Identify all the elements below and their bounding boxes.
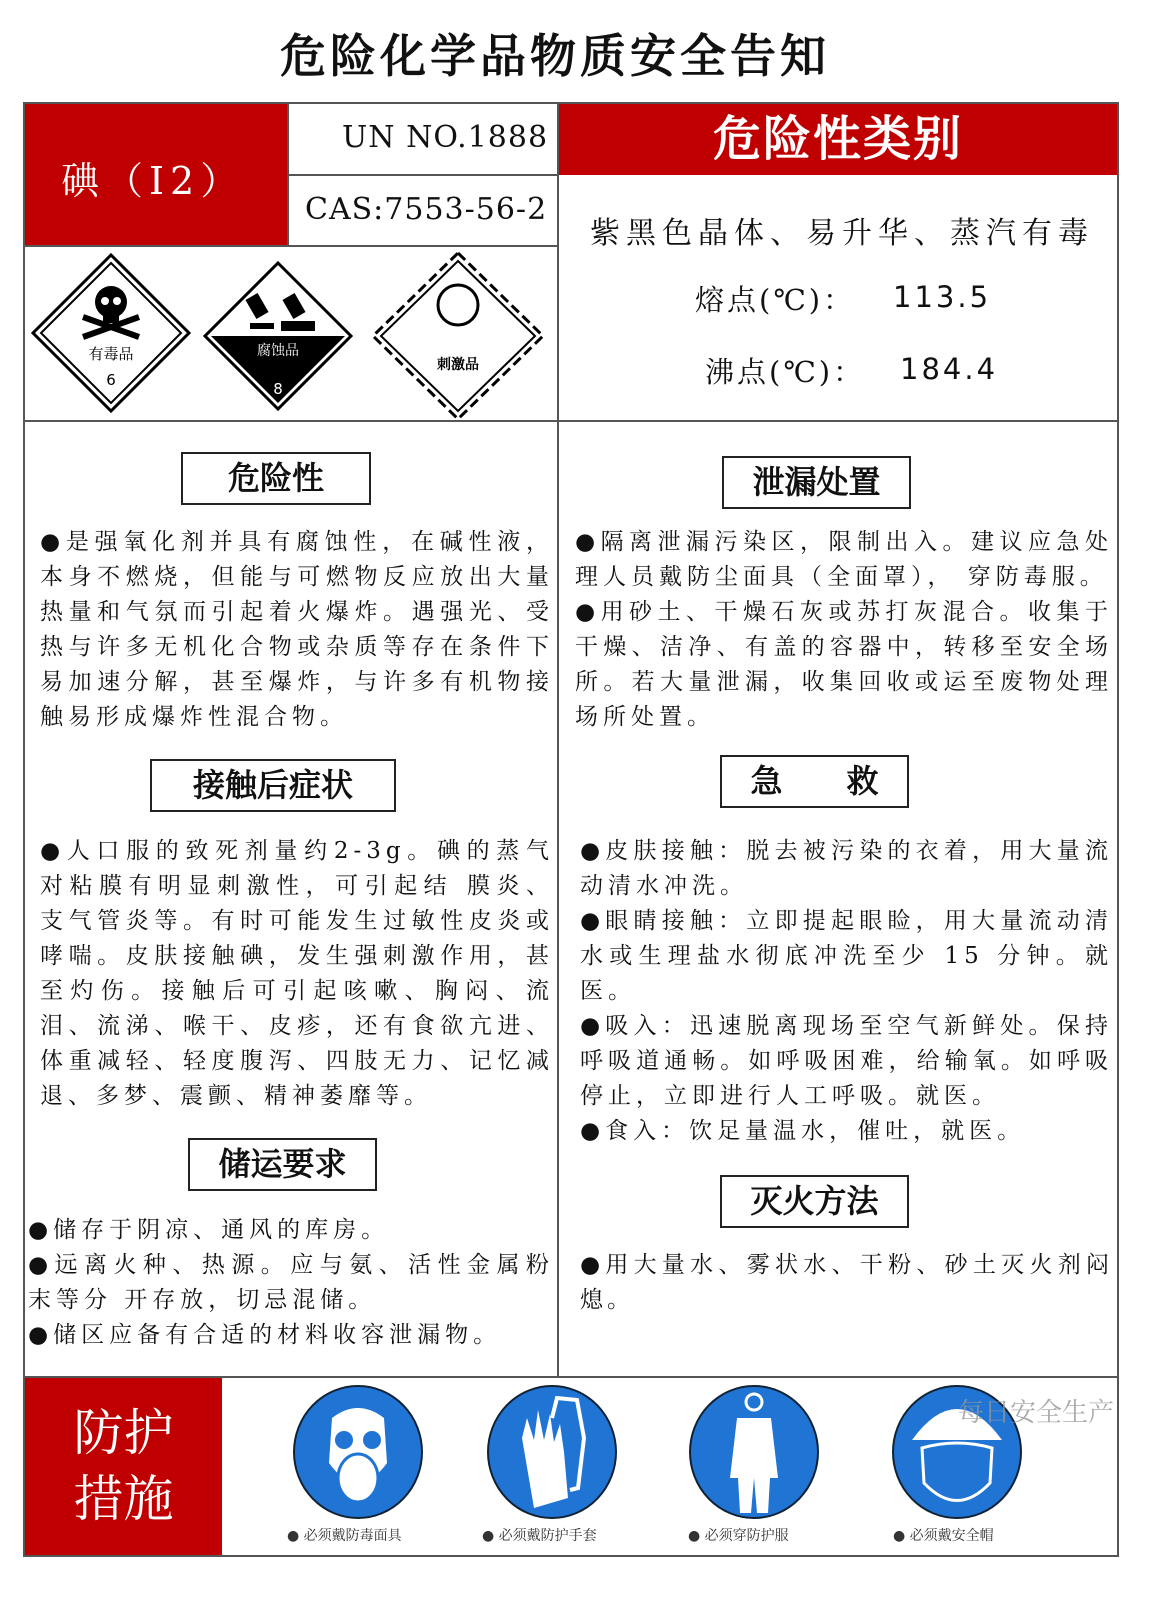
cas-number: CAS:7553-56-2 [305, 192, 548, 227]
fire-text [580, 1248, 1113, 1318]
ppe-label-gloves: ● 必须戴防护手套 [482, 1528, 597, 1544]
boiling-point-label: 沸点(℃)： [705, 355, 866, 389]
melting-point-value: 113.5 [893, 280, 992, 314]
leak-text [575, 525, 1113, 735]
page-title: 危险化学品物质安全告知 [280, 29, 830, 83]
divider [287, 174, 558, 176]
hazard-class-heading: 危险性类别 [559, 104, 1117, 175]
gas-mask-icon [294, 1386, 422, 1518]
protection-heading-line: 措施 [73, 1470, 174, 1528]
sign-label-toxic: 有毒品 [88, 345, 134, 363]
un-number: UN NO.1888 [342, 120, 549, 155]
hazard-text [40, 525, 554, 735]
list-item: ●储区应备有合适的材料收容泄漏物。 [28, 1322, 502, 1348]
sign-label-irritant: 刺激品 [437, 357, 479, 373]
section-heading-hazard: 危险性 [181, 452, 371, 505]
ppe-label-suit: ● 必须穿防护服 [688, 1528, 789, 1544]
list-item: ●食入：饮足量温水，催吐，就医。 [580, 1118, 1026, 1144]
skull-crossbones-icon [33, 255, 189, 411]
list-item: ●人口服的致死剂量约2-3g。碘的蒸气对粘膜有明显刺激性，可引起结 膜炎、支气管炎等。有时可能发生过敏性皮炎或哮喘。皮肤接触碘，发生强刺激作用，甚至灼伤。接触后可引起咳嗽、胸闷、流泪、流涕、喉干、皮疹，还有食欲亢进、体重减轻、轻度腹泻、四肢无力、记忆减退、多梦、震颤、精神萎靡等。 [40, 838, 554, 1109]
sign-number-toxic: 6 [106, 371, 116, 389]
ppe-label-helmet: ● 必须戴安全帽 [893, 1528, 994, 1544]
left-column [28, 452, 554, 1353]
section-heading-storage: 储运要求 [188, 1138, 377, 1191]
list-item: ●吸入：迅速脱离现场至空气新鲜处。保持呼吸道通畅。如呼吸困难，给输氧。如呼吸停止，立即进行人工呼吸。就医。 [580, 1013, 1113, 1109]
list-item: ●隔离泄漏污染区，限制出入。建议应急处理人员戴防尘面具（全面罩）， 穿防毒服。 [575, 529, 1113, 590]
hazard-description: 紫黑色晶体、易升华、蒸汽有毒 [590, 216, 1094, 251]
list-item: ●皮肤接触：脱去被污染的衣着，用大量流动清水冲洗。 [580, 838, 1113, 899]
protective-suit-icon [690, 1386, 818, 1518]
list-item: ●是强氧化剂并具有腐蚀性，在碱性液，本身不燃烧，但能与可燃物反应放出大量热量和气氛而引起着火爆炸。遇强光、受热与许多无机化合物或杂质等存在条件下易加速分解，甚至爆炸，与许多有机物接触易形成爆炸性混合物。 [40, 529, 554, 730]
chemical-name-cell [25, 104, 287, 246]
protection-heading [25, 1378, 222, 1555]
right-column [575, 456, 1113, 1318]
melting-point-label: 熔点(℃)： [695, 283, 856, 317]
ppe-label-gas-mask: ● 必须戴防毒面具 [287, 1528, 402, 1544]
storage-text [28, 1213, 554, 1353]
protection-heading-line: 防护 [73, 1404, 174, 1462]
divider [25, 420, 1117, 422]
irritant-face-icon [373, 253, 543, 419]
watermark: 每日安全生产 [958, 1398, 1115, 1428]
section-heading-symptoms: 接触后症状 [150, 759, 396, 812]
section-heading-first-aid: 急 救 [720, 755, 909, 808]
symptoms-text [40, 834, 554, 1114]
list-item: ●储存于阴凉、通风的库房。 [28, 1217, 390, 1243]
section-heading-leak: 泄漏处置 [722, 456, 911, 509]
gloves-icon [488, 1386, 616, 1518]
list-item: ●眼睛接触：立即提起眼睑，用大量流动清水或生理盐水彻底冲洗至少 15 分钟。就医。 [580, 908, 1113, 1004]
boiling-point-value: 184.4 [900, 352, 999, 386]
list-item: ●用大量水、雾状水、干粉、砂土灭火剂闷熄。 [580, 1252, 1113, 1313]
list-item: ●用砂土、干燥石灰或苏打灰混合。收集于干燥、洁净、有盖的容器中，转移至安全场所。若大量泄漏，收集回收或运至废物处理场所处置。 [575, 599, 1113, 730]
hazard-signs [25, 247, 557, 419]
sign-label-corrosive: 腐蚀品 [257, 343, 299, 359]
sign-number-corrosive: 8 [273, 380, 283, 398]
chemical-name: 碘（I2） [61, 159, 245, 203]
first-aid-text [580, 834, 1113, 1149]
section-heading-fire: 灭火方法 [720, 1175, 909, 1228]
divider [557, 104, 559, 1378]
list-item: ●远离火种、热源。应与氨、活性金属粉末等分 开存放，切忌混储。 [28, 1252, 554, 1313]
corrosive-icon [205, 263, 351, 409]
